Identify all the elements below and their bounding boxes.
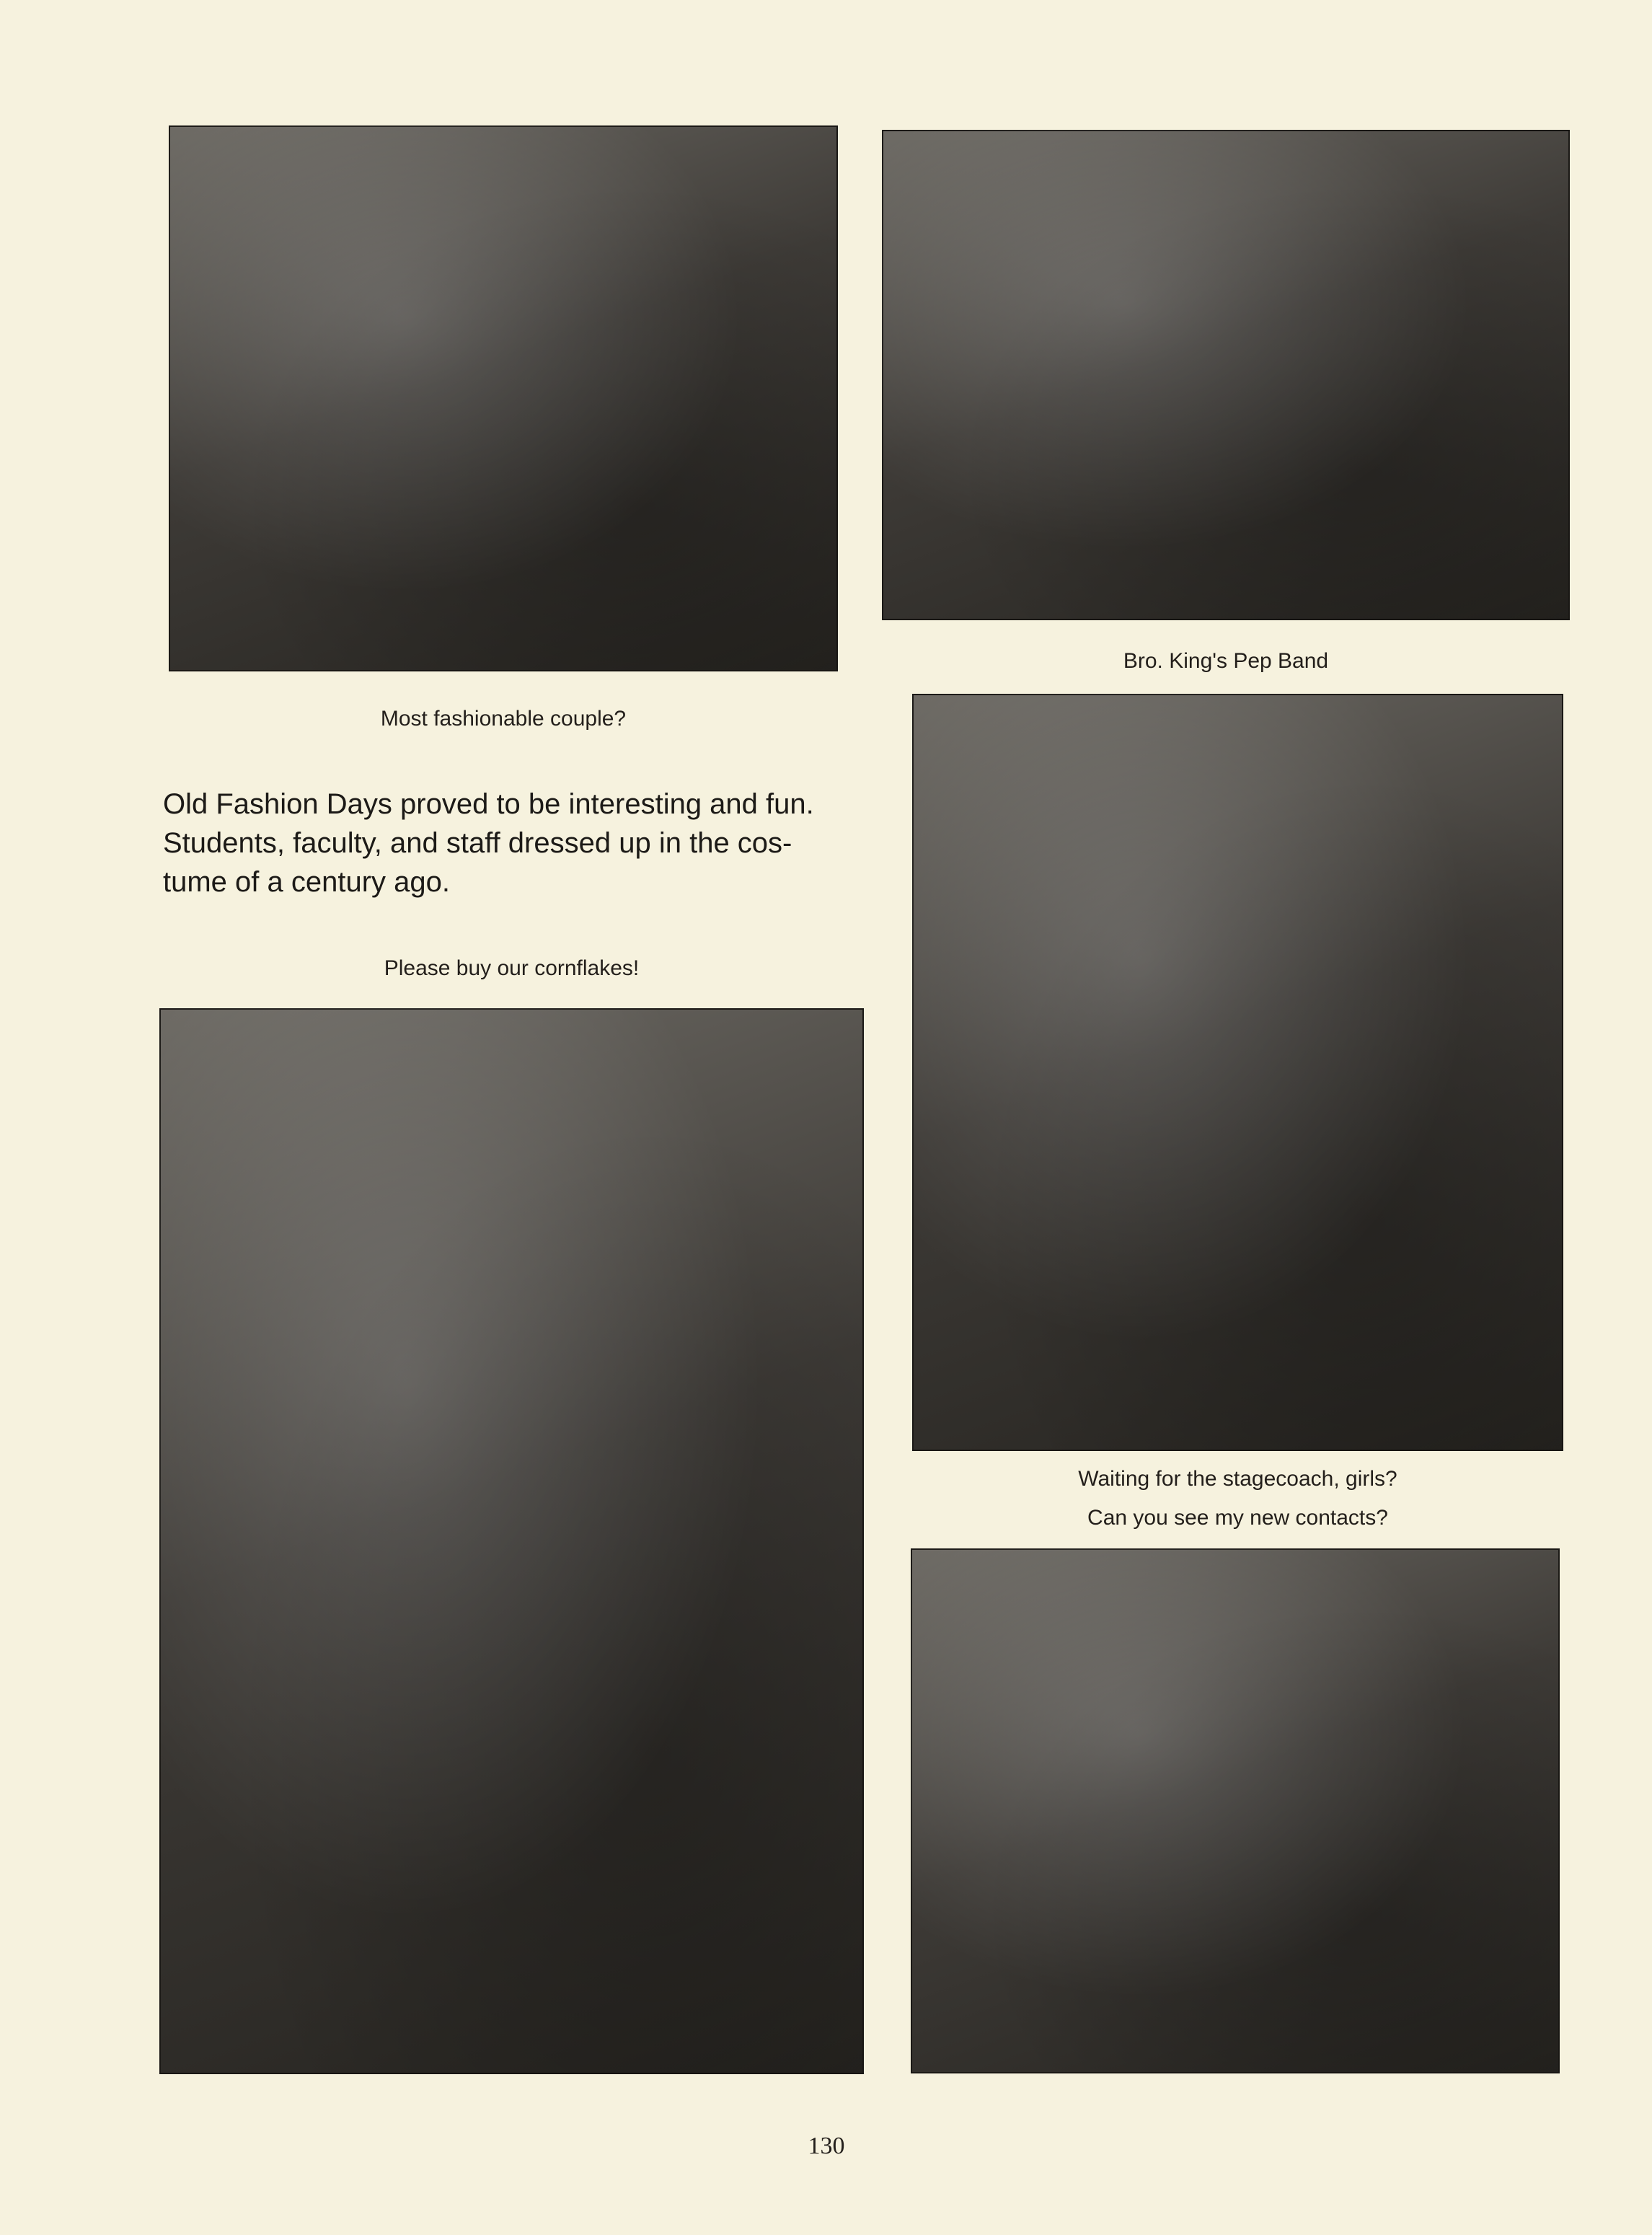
photo-fashionable-couple: [169, 125, 838, 671]
caption-contacts: Can you see my new contacts?: [1087, 1506, 1388, 1530]
article-line: Students, faculty, and staff dressed up in the cos-: [163, 827, 792, 859]
article-line: Old Fashion Days proved to be interesting and fun.: [163, 788, 814, 820]
article-line: tume of a century ago.: [163, 866, 451, 898]
photo-cornflakes: [159, 1008, 864, 2074]
article-text: [163, 785, 877, 902]
caption-pep-band: Bro. King's Pep Band: [1123, 649, 1329, 673]
photo-stagecoach-girls: [912, 694, 1563, 1451]
photo-pep-band: [882, 130, 1570, 620]
caption-fashionable-couple: Most fashionable couple?: [380, 707, 627, 731]
caption-stagecoach: Waiting for the stagecoach, girls?: [1078, 1467, 1397, 1491]
page-number: 130: [808, 2133, 845, 2159]
caption-cornflakes: Please buy our cornflakes!: [384, 956, 640, 980]
photo-new-contacts: [911, 1548, 1560, 2073]
